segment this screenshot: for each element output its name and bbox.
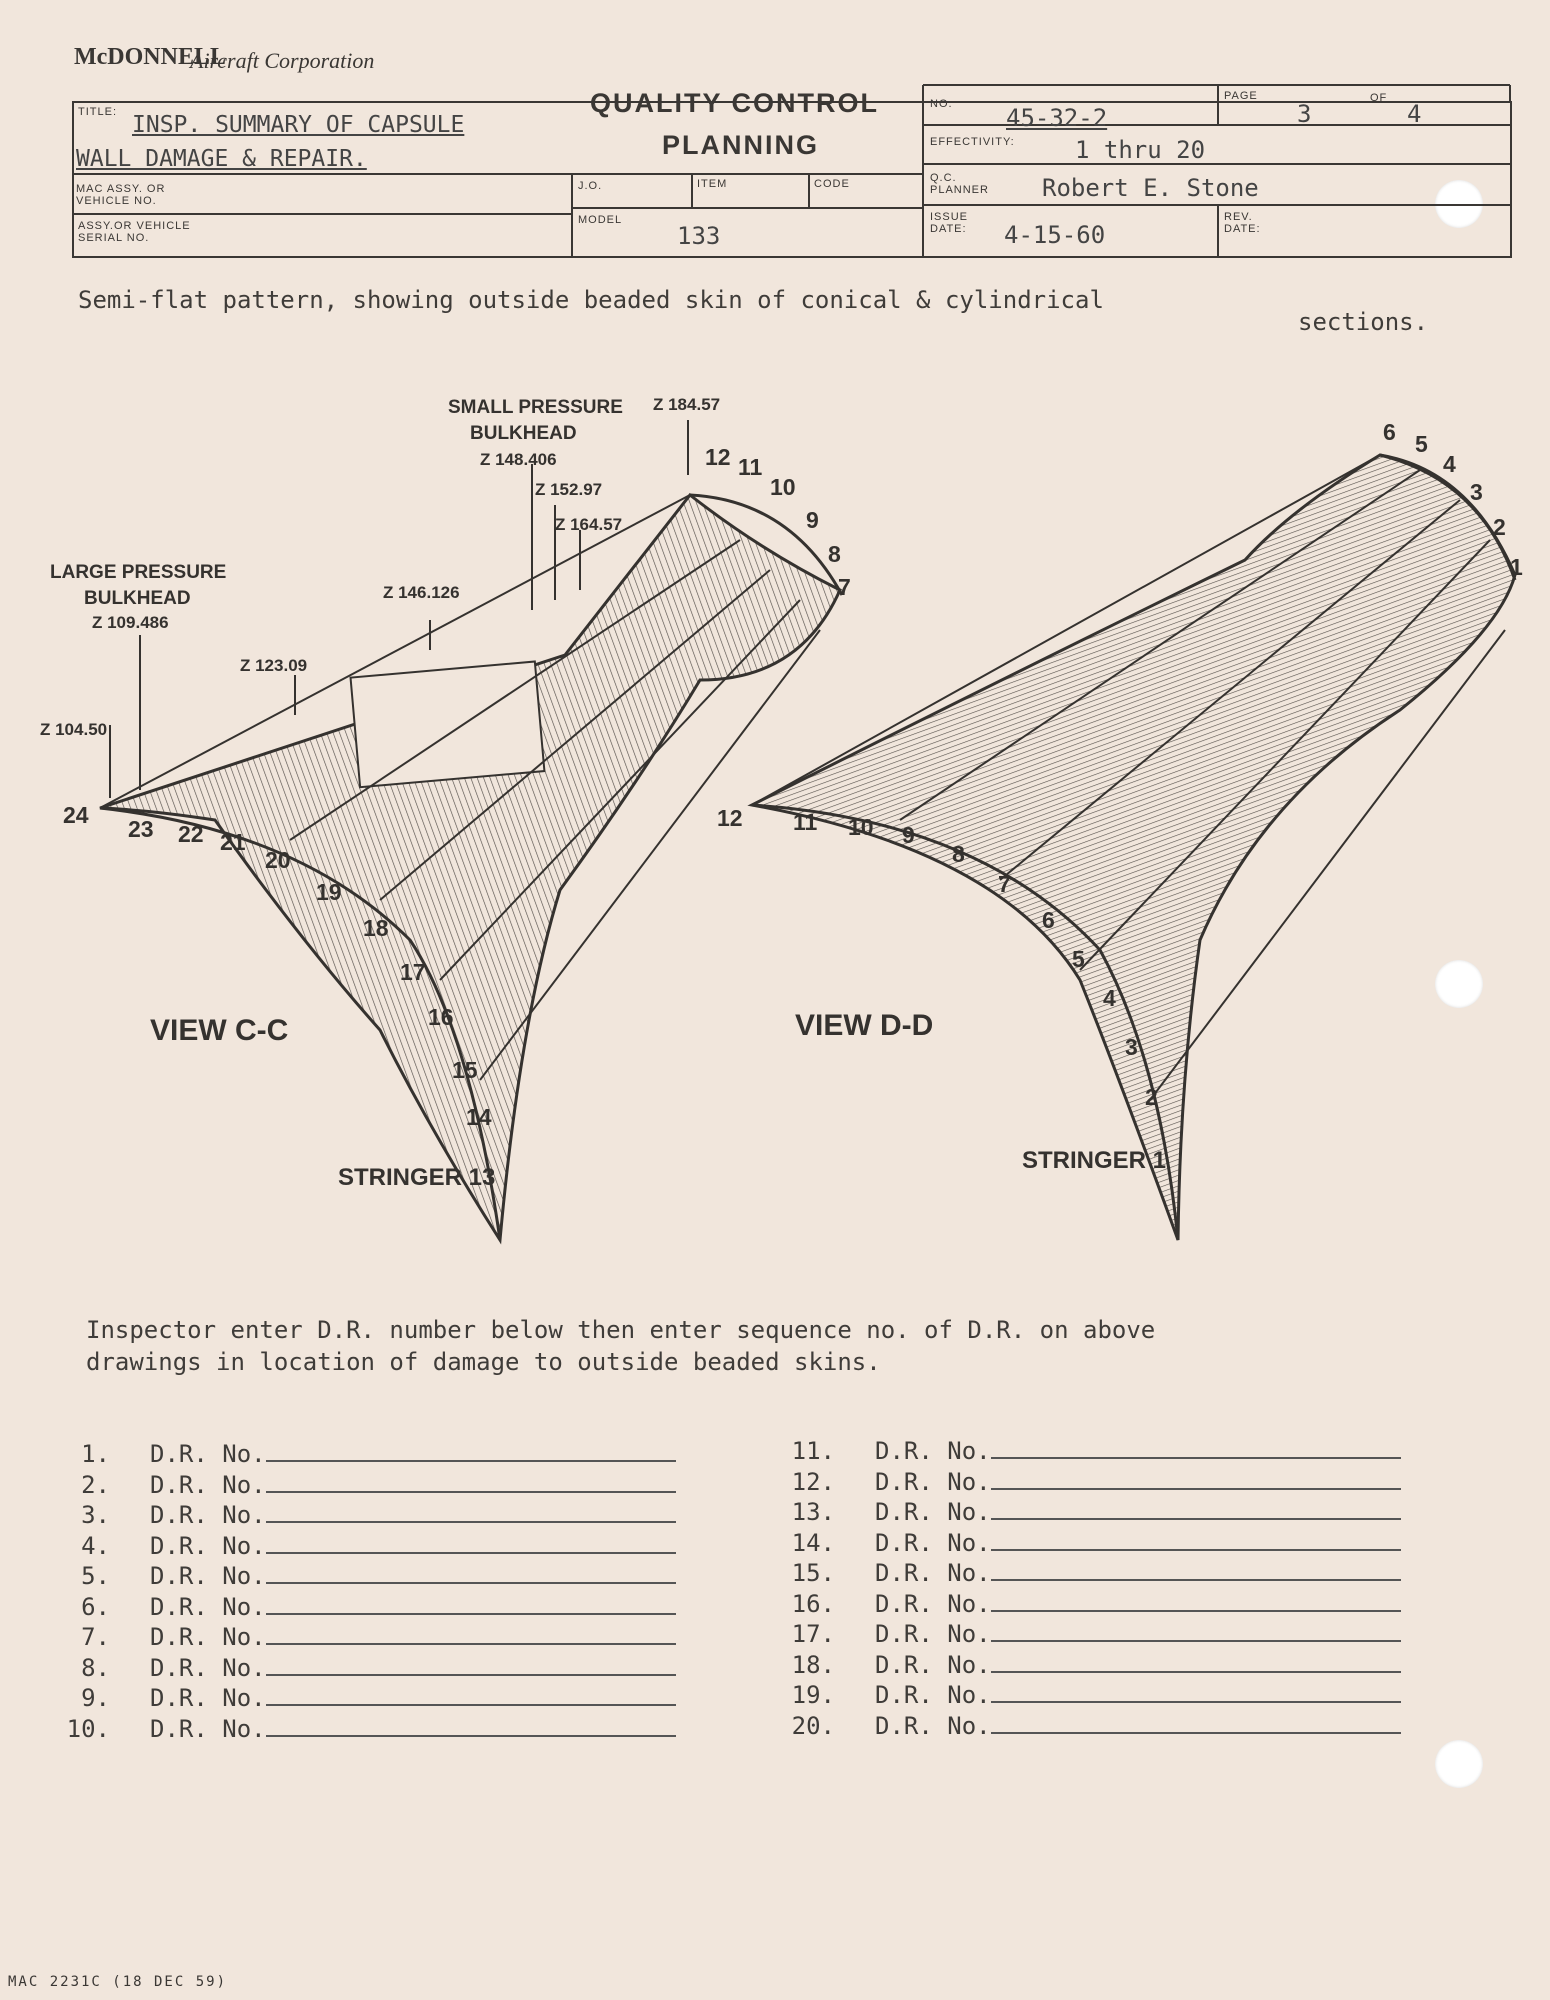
instructions-line-2: drawings in location of damage to outside beaded skins. xyxy=(86,1348,881,1376)
dr-entry-number: 4. xyxy=(81,1531,110,1560)
dr-entry-row xyxy=(785,1620,1445,1650)
small-bulkhead-label-1: SMALL PRESSURE xyxy=(448,397,623,418)
dd-num-8: 8 xyxy=(952,841,965,867)
of-label: OF xyxy=(1370,92,1388,104)
dr-entry-number: 6. xyxy=(81,1592,110,1621)
effectivity-value: 1 thru 20 xyxy=(1075,136,1206,164)
dr-entry-row xyxy=(785,1468,1445,1498)
large-bulkhead-label-1: LARGE PRESSURE xyxy=(50,562,227,583)
dr-entry-row xyxy=(785,1437,1445,1467)
dr-entry-label: D.R. No. xyxy=(875,1467,991,1496)
dr-entry-blank[interactable] xyxy=(991,1610,1401,1612)
dd-num-12: 12 xyxy=(717,805,743,831)
dr-entry-number: 7. xyxy=(81,1623,110,1651)
cc-num-12: 12 xyxy=(705,444,731,470)
dr-entry-label: D.R. No. xyxy=(150,1653,266,1682)
dd-num-6-top: 6 xyxy=(1383,419,1396,445)
title-line-2: WALL DAMAGE & REPAIR. xyxy=(76,146,367,172)
large-bulkhead-label-2: BULKHEAD xyxy=(84,588,191,609)
dr-entry-blank[interactable] xyxy=(991,1732,1401,1734)
mac-assy-label-1: MAC ASSY. OR xyxy=(76,183,166,195)
issue-date-label-1: ISSUE xyxy=(930,211,969,223)
dr-entry-label: D.R. No. xyxy=(150,1562,266,1590)
dr-entry-blank[interactable] xyxy=(266,1460,676,1462)
dd-num-5-top: 5 xyxy=(1415,431,1428,457)
dr-entry-row xyxy=(785,1590,1445,1620)
dr-entry-blank[interactable] xyxy=(266,1704,676,1706)
code-label: CODE xyxy=(814,178,850,190)
dr-entry-row xyxy=(785,1559,1445,1589)
of-value: 4 xyxy=(1407,100,1422,128)
dr-entry-row xyxy=(60,1562,720,1592)
dr-entry-number: 13. xyxy=(791,1498,835,1526)
dr-entry-blank[interactable] xyxy=(266,1521,676,1523)
dr-entry-label: D.R. No. xyxy=(875,1498,991,1526)
dr-entry-number: 2. xyxy=(81,1470,110,1499)
z-109-label: Z 109.486 xyxy=(92,613,169,632)
dr-entry-blank[interactable] xyxy=(991,1671,1401,1673)
view-dd-shape xyxy=(752,455,1515,1240)
z-148-label: Z 148.406 xyxy=(480,450,557,469)
dr-list-right xyxy=(785,1437,1445,1747)
dr-entry-label: D.R. No. xyxy=(875,1589,991,1618)
dr-entry-label: D.R. No. xyxy=(150,1684,266,1712)
cc-num-20: 20 xyxy=(265,847,291,873)
qc-planner-label-2: PLANNER xyxy=(930,184,989,196)
dd-num-4: 4 xyxy=(1103,985,1116,1011)
no-label: NO. xyxy=(930,98,953,110)
assy-vehicle-label-2: SERIAL NO. xyxy=(78,232,150,244)
cc-num-15: 15 xyxy=(452,1057,478,1083)
dr-entry-blank[interactable] xyxy=(991,1518,1401,1520)
dd-num-4-top: 4 xyxy=(1443,451,1456,477)
dr-entry-label: D.R. No. xyxy=(875,1528,991,1557)
model-value: 133 xyxy=(677,222,721,250)
cc-num-11: 11 xyxy=(738,454,763,480)
cc-num-8: 8 xyxy=(828,541,841,567)
capsule-drawing xyxy=(0,380,1550,1260)
dr-entry-row xyxy=(60,1715,720,1745)
dr-entry-label: D.R. No. xyxy=(875,1620,991,1648)
assy-vehicle-label-1: ASSY.OR VEHICLE xyxy=(78,220,191,232)
dr-entry-row xyxy=(60,1654,720,1684)
dr-entry-label: D.R. No. xyxy=(150,1440,266,1468)
dr-entry-blank[interactable] xyxy=(266,1582,676,1584)
cc-num-18: 18 xyxy=(363,915,389,941)
dd-num-1-top: 1 xyxy=(1510,554,1523,580)
dr-entry-label: D.R. No. xyxy=(875,1437,991,1465)
qc-planner-label-1: Q.C. xyxy=(930,172,957,184)
z-164-label: Z 164.57 xyxy=(555,515,623,534)
dd-num-6: 6 xyxy=(1042,907,1055,933)
effectivity-label: EFFECTIVITY: xyxy=(930,136,1015,148)
dd-num-5: 5 xyxy=(1072,946,1085,972)
dr-entry-blank[interactable] xyxy=(266,1613,676,1615)
dr-entry-row xyxy=(785,1498,1445,1528)
issue-date-value: 4-15-60 xyxy=(1004,221,1106,249)
intro-line-2: sections. xyxy=(1298,308,1429,336)
cc-num-17: 17 xyxy=(400,959,426,985)
punch-hole-bottom xyxy=(1435,1740,1483,1788)
model-label: MODEL xyxy=(578,214,623,226)
z-104-label: Z 104.50 xyxy=(40,720,108,739)
form-number: MAC 2231C (18 DEC 59) xyxy=(8,1974,228,1990)
dr-entry-label: D.R. No. xyxy=(875,1650,991,1679)
dr-entry-label: D.R. No. xyxy=(875,1559,991,1587)
rev-date-label-2: DATE: xyxy=(1224,223,1261,235)
stringer-13-label: STRINGER 13 xyxy=(338,1164,496,1191)
small-bulkhead-label-2: BULKHEAD xyxy=(470,423,577,444)
dr-entry-number: 18. xyxy=(791,1650,835,1679)
dr-entry-number: 15. xyxy=(791,1559,835,1587)
dr-entry-row xyxy=(60,1623,720,1653)
cc-num-23: 23 xyxy=(128,816,154,842)
dr-entry-number: 14. xyxy=(791,1528,835,1557)
issue-date-label xyxy=(930,211,968,235)
dr-entry-row xyxy=(785,1529,1445,1559)
dr-entry-blank[interactable] xyxy=(266,1552,676,1554)
cc-num-14: 14 xyxy=(466,1104,492,1130)
dd-num-9: 9 xyxy=(902,822,915,848)
dr-entry-blank[interactable] xyxy=(266,1674,676,1676)
cc-num-22: 22 xyxy=(178,821,204,847)
z-146-label: Z 146.126 xyxy=(383,583,460,602)
title-label: TITLE: xyxy=(78,106,118,118)
dr-entry-label: D.R. No. xyxy=(150,1501,266,1529)
dr-entry-label: D.R. No. xyxy=(150,1714,266,1743)
cc-num-24: 24 xyxy=(63,802,89,828)
stringer-1-label: STRINGER 1 xyxy=(1022,1147,1167,1174)
dr-entry-number: 11. xyxy=(791,1437,835,1465)
z-123-label: Z 123.09 xyxy=(240,656,308,675)
dd-num-10: 10 xyxy=(848,814,874,840)
dr-entry-label: D.R. No. xyxy=(150,1592,266,1621)
dr-entry-row xyxy=(60,1501,720,1531)
no-value: 45-32-2 xyxy=(1006,104,1108,132)
company-script: Aircraft Corporation xyxy=(190,48,375,73)
dr-entry-blank[interactable] xyxy=(991,1457,1401,1459)
company-name: McDONNELL xyxy=(74,44,226,70)
mac-assy-label xyxy=(76,183,165,207)
dr-entry-label: D.R. No. xyxy=(150,1623,266,1651)
dr-entry-number: 12. xyxy=(791,1467,835,1496)
dd-num-3: 3 xyxy=(1125,1034,1138,1060)
cc-num-10: 10 xyxy=(770,474,796,500)
dr-entry-number: 17. xyxy=(791,1620,835,1648)
dr-entry-number: 20. xyxy=(791,1711,835,1740)
issue-date-label-2: DATE: xyxy=(930,223,967,235)
dr-entry-row xyxy=(785,1651,1445,1681)
cc-num-9: 9 xyxy=(806,507,819,533)
page-label: PAGE xyxy=(1224,90,1258,102)
dd-num-2-top: 2 xyxy=(1493,514,1506,540)
dr-entry-blank[interactable] xyxy=(266,1735,676,1737)
dr-entry-label: D.R. No. xyxy=(150,1531,266,1560)
dd-num-2: 2 xyxy=(1145,1084,1158,1110)
dr-entry-blank[interactable] xyxy=(991,1701,1401,1703)
dr-entry-blank[interactable] xyxy=(991,1579,1401,1581)
z-152-label: Z 152.97 xyxy=(535,480,603,499)
title-line-1: INSP. SUMMARY OF CAPSULE xyxy=(132,112,465,138)
dd-num-7: 7 xyxy=(998,871,1011,897)
dr-entry-number: 16. xyxy=(791,1589,835,1618)
dr-entry-number: 19. xyxy=(791,1681,835,1709)
qc-planner-label xyxy=(930,172,989,196)
dr-list-left xyxy=(60,1440,720,1750)
dr-entry-blank[interactable] xyxy=(991,1488,1401,1490)
item-label: ITEM xyxy=(697,178,728,190)
z-184-label: Z 184.57 xyxy=(653,395,721,414)
dr-entry-row xyxy=(60,1532,720,1562)
form-heading-1: QUALITY CONTROL xyxy=(590,88,879,118)
header-form xyxy=(72,84,1512,258)
dr-entry-label: D.R. No. xyxy=(875,1711,991,1740)
cc-num-16: 16 xyxy=(428,1004,454,1030)
dr-entry-number: 8. xyxy=(81,1653,110,1682)
dr-entry-row xyxy=(60,1440,720,1470)
dr-entry-row xyxy=(60,1593,720,1623)
cc-num-19: 19 xyxy=(316,879,342,905)
dr-entry-row xyxy=(60,1471,720,1501)
dr-entry-row xyxy=(60,1684,720,1714)
dr-entry-blank[interactable] xyxy=(991,1549,1401,1551)
instructions-line-1: Inspector enter D.R. number below then enter sequence no. of D.R. on above xyxy=(86,1316,1156,1344)
assy-vehicle-label xyxy=(78,220,191,244)
cc-num-21: 21 xyxy=(220,829,246,855)
dd-num-11: 11 xyxy=(793,809,818,835)
dd-num-3-top: 3 xyxy=(1470,479,1483,505)
dr-entry-number: 1. xyxy=(81,1440,110,1468)
dr-entry-label: D.R. No. xyxy=(875,1681,991,1709)
form-heading-2: PLANNING xyxy=(662,130,819,160)
dr-entry-label: D.R. No. xyxy=(150,1470,266,1499)
dr-entry-row xyxy=(785,1681,1445,1711)
qc-planner-value: Robert E. Stone xyxy=(1042,174,1259,202)
dr-entry-number: 10. xyxy=(66,1714,110,1743)
dr-entry-row xyxy=(785,1712,1445,1742)
view-dd-label: VIEW D-D xyxy=(795,1009,934,1042)
dr-entry-blank[interactable] xyxy=(266,1643,676,1645)
dr-entry-number: 5. xyxy=(81,1562,110,1590)
intro-line-1: Semi-flat pattern, showing outside beaded skin of conical & cylindrical xyxy=(78,286,1104,314)
view-cc-label: VIEW C-C xyxy=(150,1014,289,1047)
rev-date-label xyxy=(1224,211,1261,235)
dr-entry-blank[interactable] xyxy=(266,1491,676,1493)
mac-assy-label-2: VEHICLE NO. xyxy=(76,195,157,207)
page-value: 3 xyxy=(1297,100,1312,128)
dr-entry-number: 3. xyxy=(81,1501,110,1529)
dr-entry-number: 9. xyxy=(81,1684,110,1712)
rev-date-label-1: REV. xyxy=(1224,211,1253,223)
dr-entry-blank[interactable] xyxy=(991,1640,1401,1642)
jo-label: J.O. xyxy=(578,180,603,192)
cc-num-7: 7 xyxy=(838,574,851,600)
